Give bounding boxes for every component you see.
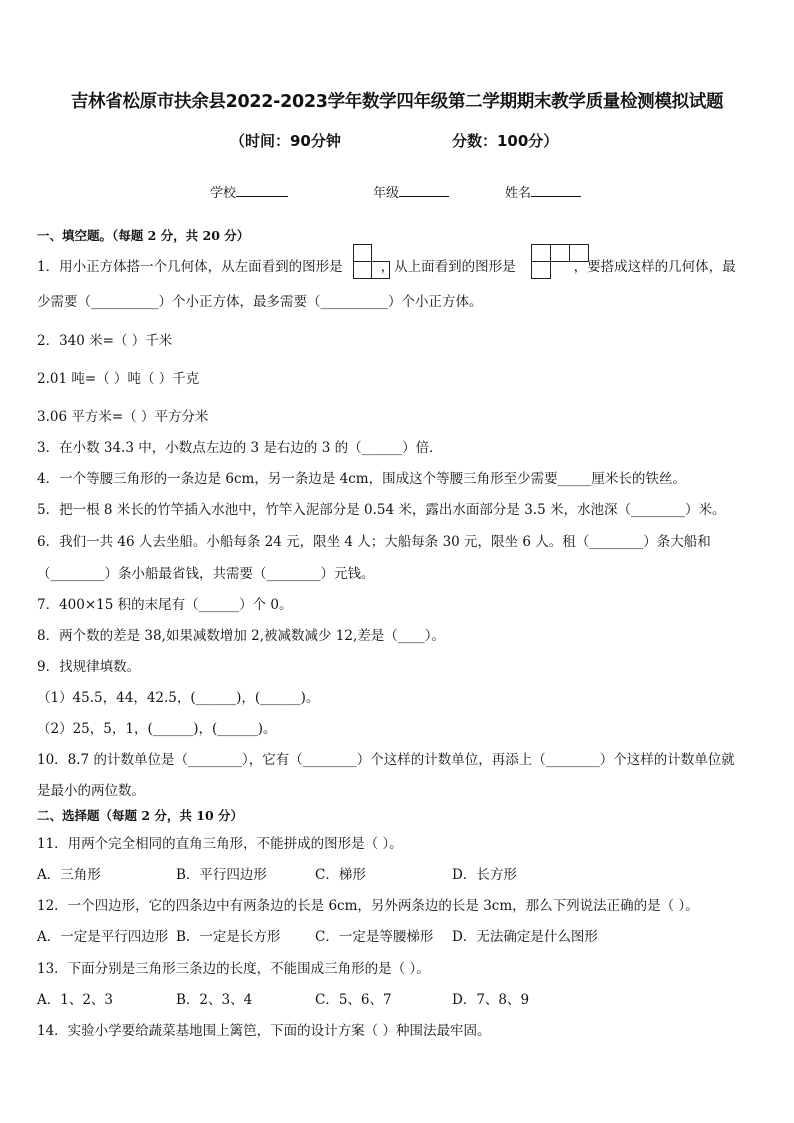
exam-title: 吉林省松原市扶余县2022-2023学年数学四年级第二学期期末教学质量检测模拟试题 bbox=[70, 92, 724, 112]
question-9-part-1: （1）45.5，44，42.5，(______)，(______)。 bbox=[37, 690, 320, 706]
left-view-figure bbox=[353, 244, 389, 278]
question-2b: 2.01 吨=（ ）吨（ ）千克 bbox=[37, 371, 200, 387]
grade-blank[interactable] bbox=[399, 184, 449, 197]
q1-text-b: ，从上面看到的图形是 bbox=[380, 259, 516, 275]
grade-label: 年级 bbox=[373, 186, 400, 201]
question-5: 5．把一根 8 米长的竹竿插入水池中，竹竿入泥部分是 0.54 米，露出水面部分是 3.5 米，水池深（________）米。 bbox=[37, 502, 726, 518]
grade-field[interactable] bbox=[373, 182, 449, 201]
exam-score: 分数：100分） bbox=[452, 132, 559, 150]
question-4: 4．一个等腰三角形的一条边是 6cm，另一条边是 4cm，围成这个等腰三角形至少需要_____厘米长的铁丝。 bbox=[37, 471, 686, 487]
question-3: 3．在小数 34.3 中，小数点左边的 3 是右边的 3 的（______）倍． bbox=[37, 440, 443, 456]
question-14: 14．实验小学要给蔬菜基地围上篱笆，下面的设计方案（ ）种围法最牢固。 bbox=[37, 1023, 491, 1039]
exam-time: （时间：90分钟 bbox=[230, 132, 341, 150]
question-2c: 3.06 平方米=（ ）平方分米 bbox=[37, 409, 209, 425]
question-7: 7．400×15 积的末尾有（______）个 0。 bbox=[37, 597, 293, 613]
section-choice-heading: 二、选择题（每题 2 分，共 10 分） bbox=[37, 808, 244, 823]
name-label: 姓名 bbox=[505, 186, 532, 201]
q13-option-a[interactable]: A．1、2、3 bbox=[37, 992, 114, 1008]
question-11: 11．用两个完全相同的直角三角形，不能拼成的图形是（ ）。 bbox=[37, 836, 403, 852]
q12-option-d[interactable]: D．无法确定是什么图形 bbox=[452, 929, 598, 945]
question-13: 13．下面分别是三角形三条边的长度，不能围成三角形的是（ ）。 bbox=[37, 961, 430, 977]
question-10-line-2: 是最小的两位数。 bbox=[37, 783, 145, 799]
q13-option-d[interactable]: D．7、8、9 bbox=[452, 992, 530, 1008]
top-view-figure bbox=[531, 244, 588, 278]
q11-option-b[interactable]: B．平行四边形 bbox=[176, 867, 267, 883]
name-field[interactable] bbox=[505, 182, 581, 201]
question-2a: 2．340 米=（ ）千米 bbox=[37, 333, 173, 349]
q11-option-a[interactable]: A．三角形 bbox=[37, 867, 101, 883]
school-blank[interactable] bbox=[236, 184, 288, 197]
q13-option-c[interactable]: C．5、6、7 bbox=[315, 992, 392, 1008]
question-10-line-1: 10．8.7 的计数单位是（________），它有（________）个这样的计数单位，再添上（________）个这样的计数单位就 bbox=[37, 752, 735, 768]
question-8: 8．两个数的差是 38,如果减数增加 2,被减数减少 12,差是（____）。 bbox=[37, 628, 446, 644]
question-1-line-2: 少需要（__________）个小正方体，最多需要（__________）个小正方体。 bbox=[37, 294, 483, 310]
question-12: 12．一个四边形，它的四条边中有两条边的长是 6cm，另外两条边的长是 3cm，那么下列说法正确的是（ ）。 bbox=[37, 898, 699, 914]
section-fill-in-heading: 一、填空题。（每题 2 分，共 20 分） bbox=[37, 228, 250, 243]
q11-option-d[interactable]: D．长方形 bbox=[452, 867, 517, 883]
question-6-line-2: （________）条小船最省钱，共需要（________）元钱。 bbox=[37, 566, 375, 582]
q12-option-c[interactable]: C．一定是等腰梯形 bbox=[315, 929, 434, 945]
q1-text-c: ，要搭成这样的几何体，最 bbox=[573, 259, 736, 275]
school-field[interactable] bbox=[210, 182, 288, 201]
q11-option-c[interactable]: C．梯形 bbox=[315, 867, 366, 883]
school-label: 学校 bbox=[210, 186, 237, 201]
question-9: 9．找规律填数。 bbox=[37, 659, 141, 675]
q12-option-a[interactable]: A．一定是平行四边形 bbox=[37, 929, 169, 945]
q13-option-b[interactable]: B．2、3、4 bbox=[176, 992, 253, 1008]
question-9-part-2: （2）25，5，1，(______)，(______)。 bbox=[37, 721, 277, 737]
name-blank[interactable] bbox=[531, 184, 581, 197]
question-6-line-1: 6．我们一共 46 人去坐船。小船每条 24 元，限坐 4 人；大船每条 30 元，限坐 6 人。租（________）条大船和 bbox=[37, 534, 711, 550]
q12-option-b[interactable]: B．一定是长方形 bbox=[176, 929, 281, 945]
q1-text-a: 1．用小正方体搭一个几何体，从左面看到的图形是 bbox=[37, 259, 343, 275]
